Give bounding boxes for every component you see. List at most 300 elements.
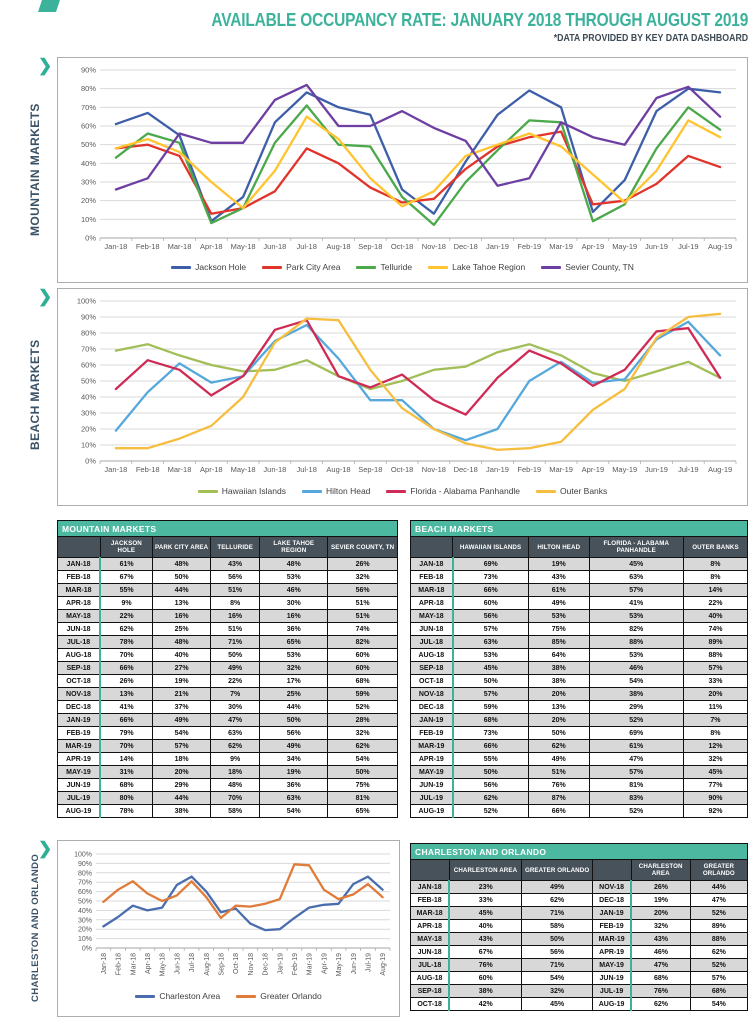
table-row: [411, 894, 748, 907]
row-label: DEC-18: [58, 701, 101, 714]
table-cell: 64%: [528, 649, 589, 662]
table-cell: 59%: [453, 701, 529, 714]
row-label: DEC-18: [411, 701, 453, 714]
table-row: [58, 688, 398, 701]
table-cell: 53%: [260, 571, 328, 584]
table-cell: 73%: [453, 727, 529, 740]
row-label: MAR-19: [592, 933, 631, 946]
row-label: MAR-19: [58, 740, 101, 753]
y-tick-label: 60%: [77, 889, 92, 897]
y-tick-label: 60%: [80, 121, 96, 131]
x-axis-label: Feb-19: [291, 953, 299, 976]
column-header-hawaiian-islands: HAWAIIAN ISLANDS: [453, 537, 529, 558]
x-axis-label: Sep-18: [358, 465, 383, 474]
column-header-charleston-area: CHARLESTON AREA: [631, 860, 690, 881]
table-cell: 74%: [683, 623, 747, 636]
y-tick-label: 90%: [80, 312, 96, 322]
row-label: JAN-19: [58, 714, 101, 727]
table-row: [58, 714, 398, 727]
legend-swatch-charleston-area: [135, 995, 155, 998]
table-cell: 20%: [153, 766, 211, 779]
table-cell: 52%: [690, 959, 747, 972]
y-tick-label: 20%: [80, 196, 96, 206]
page-subtitle: *DATA PROVIDED BY KEY DATA DASHBOARD: [553, 33, 748, 44]
table-cell: 49%: [210, 662, 259, 675]
table-cell: 44%: [153, 792, 211, 805]
table-cell: 57%: [690, 972, 747, 985]
row-label: MAY-19: [58, 766, 101, 779]
table-cell: 59%: [328, 688, 398, 701]
table-cell: 9%: [210, 753, 259, 766]
x-axis-label: Jul-18: [189, 953, 197, 973]
table-cell: 54%: [328, 753, 398, 766]
x-axis-label: Sep-18: [358, 242, 383, 251]
table-cell: 62%: [690, 946, 747, 959]
table-cell: 47%: [690, 894, 747, 907]
section-label-beach: BEACH MARKETS: [28, 339, 42, 451]
table-row: [58, 766, 398, 779]
table-cell: 85%: [528, 636, 589, 649]
x-axis-label: May-19: [336, 953, 344, 977]
table-row: [411, 998, 748, 1011]
table-cell: 45%: [453, 662, 529, 675]
legend-swatch-lake-tahoe-region: [428, 266, 448, 269]
table-cell: 32%: [328, 571, 398, 584]
table-cell: 38%: [449, 985, 521, 998]
table-row: [411, 920, 748, 933]
table-cell: 56%: [328, 584, 398, 597]
beach-markets-chart: [58, 291, 747, 481]
table-cell: 70%: [100, 649, 153, 662]
table-cell: 61%: [589, 740, 683, 753]
chevron-right-icon: ❯: [38, 56, 53, 75]
table-row: [58, 597, 398, 610]
table-row: [411, 959, 748, 972]
page-title: AVAILABLE OCCUPANCY RATE: JANUARY 2018 THROUGH AUGUST 2019: [211, 10, 748, 30]
table-cell: 62%: [100, 623, 153, 636]
x-axis-label: Jun-18: [263, 242, 287, 251]
table-cell: 22%: [210, 675, 259, 688]
chevron-right-icon: ❯: [38, 287, 53, 306]
table-row: [58, 753, 398, 766]
table-row: [411, 558, 748, 571]
table-cell: 58%: [210, 805, 259, 818]
chevron-right-icon: ❯: [38, 839, 53, 858]
table-cell: 60%: [328, 662, 398, 675]
series-line-florida-alabama-panhandle: [116, 320, 720, 414]
table-cell: 54%: [589, 675, 683, 688]
row-label: MAY-18: [411, 610, 453, 623]
table-row: [58, 675, 398, 688]
table-cell: 38%: [153, 805, 211, 818]
table-cell: 28%: [328, 714, 398, 727]
x-axis-label: Jan-19: [486, 242, 509, 251]
table-cell: 49%: [260, 740, 328, 753]
table-cell: 61%: [100, 558, 153, 571]
table-cell: 68%: [631, 972, 690, 985]
legend-item-charleston-area: [135, 991, 220, 1001]
table-cell: 30%: [210, 701, 259, 714]
row-label: SEP-18: [411, 662, 453, 675]
table-cell: 82%: [328, 636, 398, 649]
table-cell: 69%: [453, 558, 529, 571]
row-label: JUN-19: [592, 972, 631, 985]
table-cell: 32%: [631, 920, 690, 933]
table-header-row: [58, 537, 398, 558]
table-cell: 67%: [100, 571, 153, 584]
table-cell: 62%: [453, 792, 529, 805]
row-label: JUL-19: [592, 985, 631, 998]
x-axis-label: Nov-18: [421, 465, 446, 474]
table-cell: 26%: [328, 558, 398, 571]
x-axis-label: Mar-18: [130, 953, 138, 976]
table-cell: 56%: [260, 727, 328, 740]
charleston-orlando-chart: [58, 846, 399, 986]
legend-swatch-hilton-head: [302, 490, 322, 493]
table-cell: 20%: [528, 714, 589, 727]
row-label: AUG-19: [592, 998, 631, 1011]
row-label: JAN-19: [411, 714, 453, 727]
mountain-chart-legend: [58, 262, 747, 272]
row-label: AUG-19: [58, 805, 101, 818]
x-axis-label: May-18: [159, 953, 167, 977]
table-cell: 55%: [453, 753, 529, 766]
x-axis-label: May-19: [612, 465, 638, 474]
table-cell: 41%: [589, 597, 683, 610]
table-cell: 48%: [153, 636, 211, 649]
y-tick-label: 30%: [77, 917, 92, 925]
table-cell: 48%: [210, 779, 259, 792]
table-row: [411, 753, 748, 766]
beach-markets-chart-panel: [57, 288, 748, 506]
table-cell: 19%: [153, 675, 211, 688]
table-cell: 49%: [528, 597, 589, 610]
row-label: JUL-18: [411, 959, 450, 972]
x-axis-label: Jan-18: [104, 242, 128, 251]
table-cell: 70%: [210, 792, 259, 805]
table-cell: 37%: [153, 701, 211, 714]
legend-item-jackson-hole: [171, 262, 246, 272]
table-cell: 90%: [683, 792, 747, 805]
table-cell: 45%: [449, 907, 521, 920]
table-cell: 60%: [449, 972, 521, 985]
table-cell: 52%: [690, 907, 747, 920]
table-cell: 53%: [453, 649, 529, 662]
table-cell: 92%: [683, 805, 747, 818]
table-cell: 49%: [153, 714, 211, 727]
table-row: [411, 610, 748, 623]
table-cell: 47%: [210, 714, 259, 727]
table-cell: 16%: [260, 610, 328, 623]
table-cell: 50%: [453, 675, 529, 688]
row-label: MAR-19: [411, 740, 453, 753]
x-axis-label: Apr-18: [200, 242, 223, 251]
row-label: FEB-19: [592, 920, 631, 933]
table-row: [411, 727, 748, 740]
table-row: [58, 701, 398, 714]
table-cell: 44%: [690, 881, 747, 894]
table-cell: 87%: [528, 792, 589, 805]
table-cell: 27%: [153, 662, 211, 675]
table-cell: 68%: [328, 675, 398, 688]
legend-label: Greater Orlando: [260, 991, 322, 1001]
series-line-park-city-area: [116, 132, 720, 214]
y-tick-label: 20%: [80, 424, 96, 434]
table-cell: 63%: [260, 792, 328, 805]
table-cell: 48%: [260, 558, 328, 571]
table-cell: 57%: [453, 688, 529, 701]
table-row: [58, 805, 398, 818]
table-cell: 8%: [683, 571, 747, 584]
table-row: [411, 740, 748, 753]
table-row: [411, 623, 748, 636]
y-tick-label: 90%: [77, 860, 92, 868]
table-cell: 25%: [153, 623, 211, 636]
table-row: [58, 636, 398, 649]
column-header-empty: [411, 537, 453, 558]
column-header-florida-alabama-panhandle: FLORIDA - ALABAMA PANHANDLE: [589, 537, 683, 558]
table-cell: 63%: [589, 571, 683, 584]
row-label: AUG-18: [58, 649, 101, 662]
table-row: [411, 701, 748, 714]
x-axis-label: Jun-19: [645, 242, 668, 251]
mountain-markets-chart: [58, 60, 747, 257]
x-axis-label: Feb-19: [517, 465, 542, 474]
table-cell: 8%: [683, 727, 747, 740]
table-cell: 60%: [328, 649, 398, 662]
row-label: JAN-18: [411, 558, 453, 571]
table-cell: 43%: [210, 558, 259, 571]
table-cell: 57%: [453, 623, 529, 636]
table-cell: 70%: [100, 740, 153, 753]
row-label: MAY-19: [411, 766, 453, 779]
table-cell: 42%: [449, 998, 521, 1011]
legend-label: Sevier County, TN: [565, 262, 634, 272]
table-cell: 62%: [528, 740, 589, 753]
x-axis-label: Aug-18: [326, 242, 351, 251]
y-tick-label: 80%: [80, 328, 96, 338]
table-row: [58, 792, 398, 805]
charleston-orlando-table: [410, 843, 748, 1011]
x-axis-label: Jan-18: [100, 953, 108, 975]
row-label: FEB-18: [411, 894, 450, 907]
column-header-empty: [58, 537, 101, 558]
row-label: MAR-18: [411, 907, 450, 920]
table-cell: 40%: [449, 920, 521, 933]
legend-label: Park City Area: [286, 262, 341, 272]
table-header-row: [411, 537, 748, 558]
legend-label: Hilton Head: [325, 486, 371, 496]
row-label: FEB-19: [58, 727, 101, 740]
row-label: MAY-19: [592, 959, 631, 972]
table-cell: 50%: [210, 649, 259, 662]
table-row: [411, 792, 748, 805]
table-row: [58, 623, 398, 636]
row-label: DEC-18: [592, 894, 631, 907]
row-label: JUN-18: [411, 946, 450, 959]
table-row: [58, 610, 398, 623]
row-label: JUN-19: [411, 779, 453, 792]
legend-label: Telluride: [380, 262, 413, 272]
table-cell: 43%: [631, 933, 690, 946]
x-axis-label: Apr-19: [321, 953, 329, 975]
table-cell: 20%: [528, 688, 589, 701]
legend-swatch-greater-orlando: [236, 995, 256, 998]
table-cell: 50%: [260, 714, 328, 727]
table-cell: 43%: [449, 933, 521, 946]
x-axis-label: Apr-19: [581, 465, 605, 474]
table-cell: 36%: [260, 779, 328, 792]
x-axis-label: Jul-19: [678, 242, 699, 251]
table-cell: 56%: [522, 946, 593, 959]
y-tick-label: 0%: [81, 945, 92, 953]
legend-swatch-jackson-hole: [171, 266, 191, 269]
table-cell: 52%: [589, 805, 683, 818]
table-cell: 46%: [589, 662, 683, 675]
table-cell: 19%: [631, 894, 690, 907]
x-axis-label: Jul-19: [678, 465, 699, 474]
column-header-outer-banks: OUTER BANKS: [683, 537, 747, 558]
x-axis-label: Feb-18: [135, 465, 160, 474]
table-row: [58, 779, 398, 792]
table-cell: 51%: [210, 584, 259, 597]
table-row: [411, 805, 748, 818]
y-tick-label: 0%: [85, 233, 96, 243]
legend-item-lake-tahoe-region: [428, 262, 525, 272]
table-cell: 19%: [260, 766, 328, 779]
table-cell: 40%: [683, 610, 747, 623]
table-cell: 68%: [453, 714, 529, 727]
table-row: [411, 597, 748, 610]
legend-swatch-florida-alabama-panhandle: [386, 490, 406, 493]
table-row: [411, 907, 748, 920]
table-cell: 32%: [683, 753, 747, 766]
table-cell: 26%: [631, 881, 690, 894]
table-cell: 51%: [328, 597, 398, 610]
table-cell: 52%: [453, 805, 529, 818]
y-tick-label: 70%: [80, 102, 96, 112]
x-axis-label: Apr-18: [144, 953, 152, 975]
x-axis-label: Dec-18: [453, 242, 478, 251]
table-cell: 14%: [100, 753, 153, 766]
table-cell: 49%: [522, 881, 593, 894]
table-row: [58, 740, 398, 753]
table-cell: 75%: [528, 623, 589, 636]
legend-item-outer-banks: [536, 486, 607, 496]
legend-item-hawaiian-islands: [198, 486, 286, 496]
table-cell: 88%: [683, 649, 747, 662]
row-label: AUG-18: [411, 649, 453, 662]
table-cell: 54%: [153, 727, 211, 740]
table-row: [58, 727, 398, 740]
series-line-charleston-area: [103, 877, 382, 931]
table-cell: 56%: [210, 571, 259, 584]
table-row: [411, 649, 748, 662]
row-label: FEB-18: [58, 571, 101, 584]
table-cell: 76%: [631, 985, 690, 998]
row-label: OCT-18: [411, 998, 450, 1011]
table-row: [411, 636, 748, 649]
table-cell: 89%: [683, 636, 747, 649]
table-title: BEACH MARKETS: [410, 520, 748, 536]
column-header-charleston-area: CHARLESTON AREA: [449, 860, 521, 881]
table-cell: 69%: [589, 727, 683, 740]
table-cell: 40%: [153, 649, 211, 662]
row-label: SEP-18: [411, 985, 450, 998]
table-cell: 21%: [153, 688, 211, 701]
x-axis-label: Jan-19: [486, 465, 509, 474]
y-tick-label: 100%: [76, 296, 96, 306]
table-cell: 20%: [683, 688, 747, 701]
table-cell: 32%: [260, 662, 328, 675]
y-tick-label: 100%: [74, 851, 92, 859]
legend-swatch-park-city-area: [262, 266, 282, 269]
x-axis-label: Jun-18: [263, 465, 287, 474]
table-row: [411, 933, 748, 946]
table-row: [58, 584, 398, 597]
table-cell: 54%: [522, 972, 593, 985]
table-cell: 79%: [100, 727, 153, 740]
table-cell: 50%: [528, 727, 589, 740]
x-axis-label: Feb-18: [135, 242, 160, 251]
series-line-sevier-county-tn: [116, 85, 720, 190]
table-cell: 81%: [328, 792, 398, 805]
table-cell: 33%: [683, 675, 747, 688]
table-cell: 44%: [260, 701, 328, 714]
table-cell: 46%: [260, 584, 328, 597]
row-label: MAY-18: [411, 933, 450, 946]
table-title: MOUNTAIN MARKETS: [57, 520, 398, 536]
x-axis-label: Oct-18: [390, 465, 414, 474]
y-tick-label: 10%: [77, 936, 92, 944]
table-cell: 34%: [260, 753, 328, 766]
row-label: APR-19: [58, 753, 101, 766]
table-cell: 65%: [328, 805, 398, 818]
table-cell: 38%: [528, 675, 589, 688]
table-cell: 78%: [100, 636, 153, 649]
table-row: [411, 584, 748, 597]
x-axis-label: Nov-18: [247, 953, 255, 976]
row-label: APR-18: [58, 597, 101, 610]
table-row: [411, 714, 748, 727]
table-cell: 26%: [100, 675, 153, 688]
y-tick-label: 70%: [80, 344, 96, 354]
table-cell: 25%: [260, 688, 328, 701]
table-cell: 51%: [210, 623, 259, 636]
y-tick-label: 20%: [77, 926, 92, 934]
table-cell: 17%: [260, 675, 328, 688]
table-cell: 61%: [528, 584, 589, 597]
y-tick-label: 50%: [77, 898, 92, 906]
beach-chart-legend: [58, 486, 747, 496]
legend-item-greater-orlando: [236, 991, 321, 1001]
table-cell: 52%: [328, 701, 398, 714]
table-row: [411, 675, 748, 688]
x-axis-label: Sep-18: [218, 953, 226, 976]
table-cell: 22%: [683, 597, 747, 610]
legend-item-florida-alabama-panhandle: [386, 486, 520, 496]
x-axis-label: Feb-18: [115, 953, 123, 976]
y-tick-label: 50%: [80, 140, 96, 150]
x-axis-label: Apr-19: [581, 242, 605, 251]
table-cell: 74%: [328, 623, 398, 636]
column-header-jackson-hole: JACKSON HOLE: [100, 537, 153, 558]
row-label: APR-19: [411, 753, 453, 766]
table-cell: 9%: [100, 597, 153, 610]
x-axis-label: Jan-19: [277, 953, 285, 975]
row-label: NOV-18: [58, 688, 101, 701]
table-row: [411, 766, 748, 779]
